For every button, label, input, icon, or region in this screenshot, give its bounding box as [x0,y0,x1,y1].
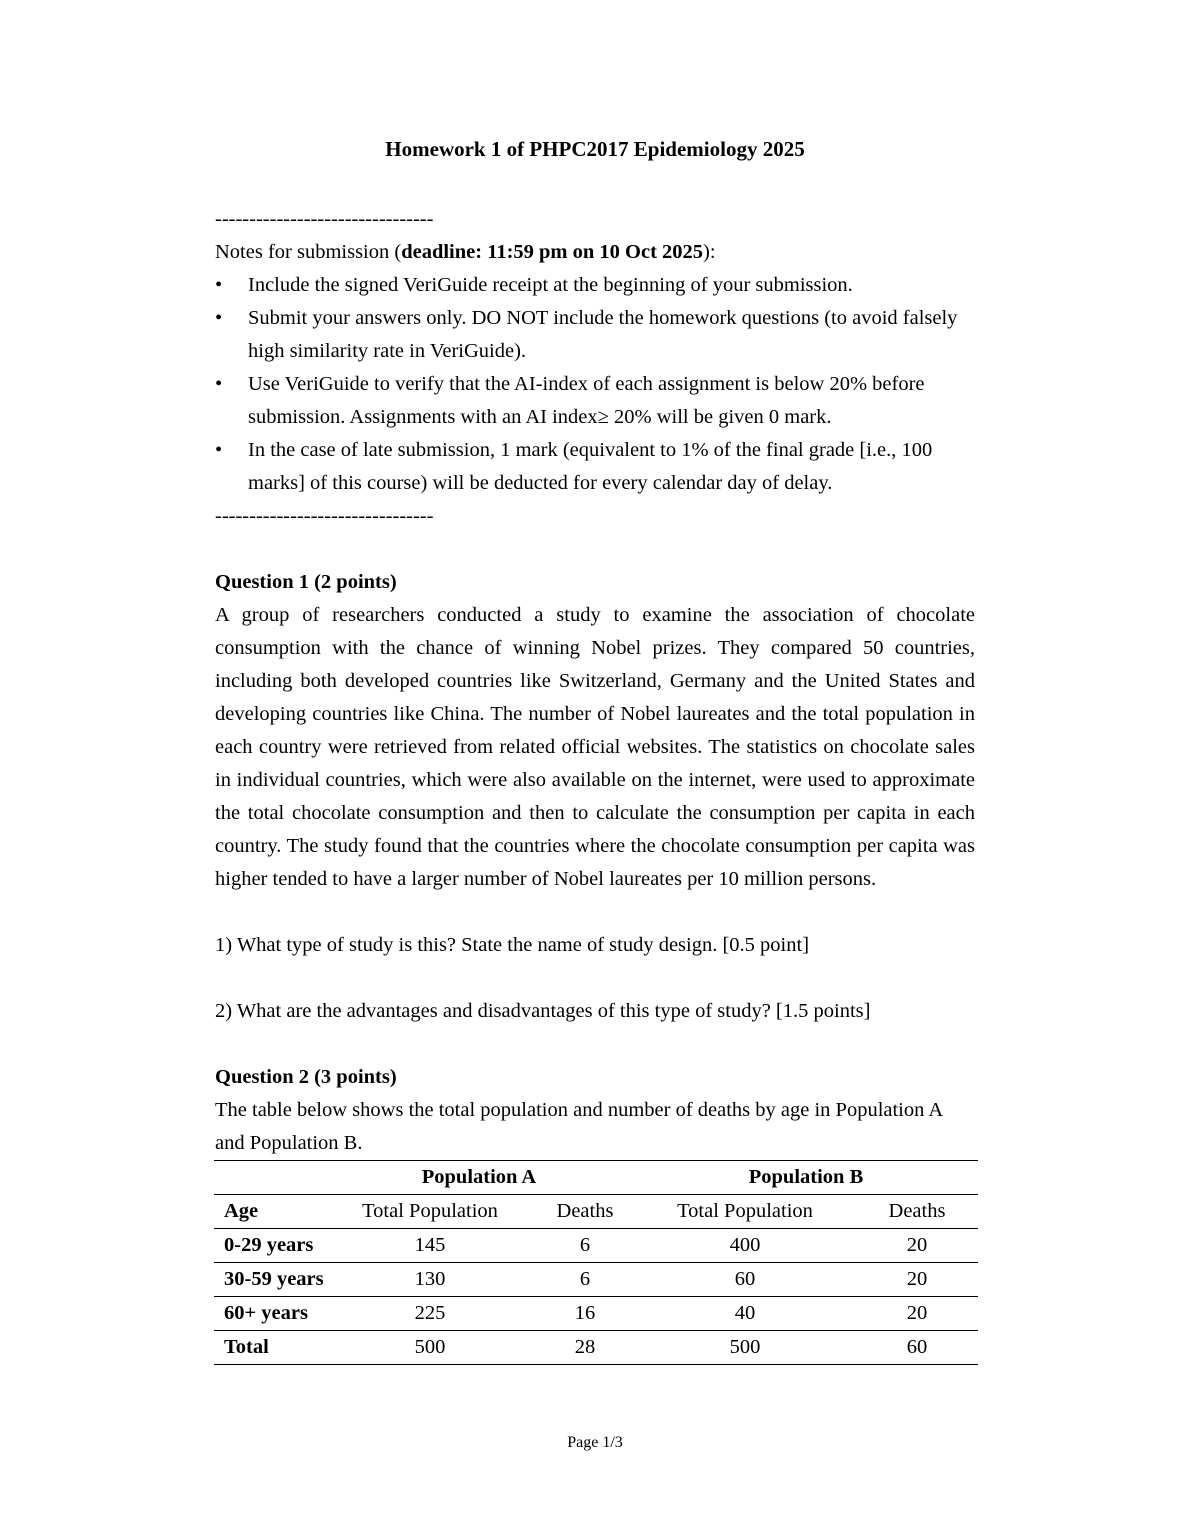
table-column-header [214,1195,978,1229]
table-row [214,1297,978,1331]
question-1-body: A group of researchers conducted a study to examine the association of chocolate consumption with the chance of winning Nobel prizes. They compared 50 countries, including both developed countries like Switzerland, Germany and the United States and developing countries like China. The number of Nobel laureates and the total population in each country were retrieved from related official websites. The statistics on chocolate sales in individual countries, which were also available on the internet, were used to approximate the total chocolate consumption and then to calculate the consumption per capita in each country. The study found that the countries where the chocolate consumption per capita was higher tended to have a larger number of Nobel laureates per 10 million persons. [215,604,975,890]
table-row [214,1263,978,1297]
age-cell: Total [214,1331,324,1365]
age-cell: 30-59 years [214,1263,324,1297]
population-a-header: Population A [324,1161,634,1195]
a-deaths-header: Deaths [536,1195,634,1229]
b-deaths-cell: 20 [856,1263,978,1297]
submission-notes-intro [215,236,975,269]
population-deaths-table [214,1160,978,1365]
question-1-part-2: 2) What are the advantages and disadvantages of this type of study? [1.5 points] [215,1000,871,1022]
page-number: Page 1/3 [567,1434,623,1451]
note-item: • In the case of late submission, 1 mark (equivalent to 1% of the final grade [i.e., 100 marks] of this course) will be deducted for every calendar day of delay. [215,434,975,500]
b-deaths-cell: 60 [856,1331,978,1365]
table-row [214,1229,978,1263]
note-item: • Use VeriGuide to verify that the AI-index of each assignment is below 20% before submission. Assignments with an AI index≥ 20% will be given 0 mark. [215,368,975,434]
separator-rule-top: -------------------------------- [215,208,434,230]
submission-deadline: deadline: 11:59 pm on 10 Oct 2025 [401,241,704,263]
a-population-cell: 145 [324,1229,536,1263]
question-2-heading: Question 2 (3 points) [215,1066,397,1088]
a-deaths-cell: 6 [536,1263,634,1297]
notes-intro-suffix: ): [703,241,716,263]
note-item: • Include the signed VeriGuide receipt at the beginning of your submission. [215,269,975,302]
a-deaths-cell: 16 [536,1297,634,1331]
b-population-cell: 60 [634,1263,856,1297]
question-2-body: The table below shows the total population and number of deaths by age in Population A and Population B. [215,1099,943,1154]
b-population-cell: 500 [634,1331,856,1365]
b-deaths-cell: 20 [856,1229,978,1263]
age-column-header: Age [214,1195,324,1229]
notes-intro-prefix: Notes for submission ( [215,241,402,263]
document-body [215,203,975,1365]
question-1-part-1: 1) What type of study is this? State the name of study design. [0.5 point] [215,934,810,956]
a-population-cell: 500 [324,1331,536,1365]
question-1-heading: Question 1 (2 points) [215,571,397,593]
b-deaths-header: Deaths [856,1195,978,1229]
age-cell: 0-29 years [214,1229,324,1263]
a-population-cell: 130 [324,1263,536,1297]
separator-rule-bottom: -------------------------------- [215,505,434,527]
note-item: • Submit your answers only. DO NOT include the homework questions (to avoid falsely high similarity rate in VeriGuide). [215,302,975,368]
b-total-population-header: Total Population [634,1195,856,1229]
table-total-row [214,1331,978,1365]
a-deaths-cell: 6 [536,1229,634,1263]
population-b-header: Population B [634,1161,978,1195]
b-population-cell: 40 [634,1297,856,1331]
age-cell: 60+ years [214,1297,324,1331]
a-deaths-cell: 28 [536,1331,634,1365]
b-population-cell: 400 [634,1229,856,1263]
a-population-cell: 225 [324,1297,536,1331]
submission-notes-list [215,269,975,500]
b-deaths-cell: 20 [856,1297,978,1331]
a-total-population-header: Total Population [324,1195,536,1229]
document-title: Homework 1 of PHPC2017 Epidemiology 2025 [385,137,805,161]
table-corner-cell [214,1161,324,1195]
table-group-header [214,1161,978,1195]
